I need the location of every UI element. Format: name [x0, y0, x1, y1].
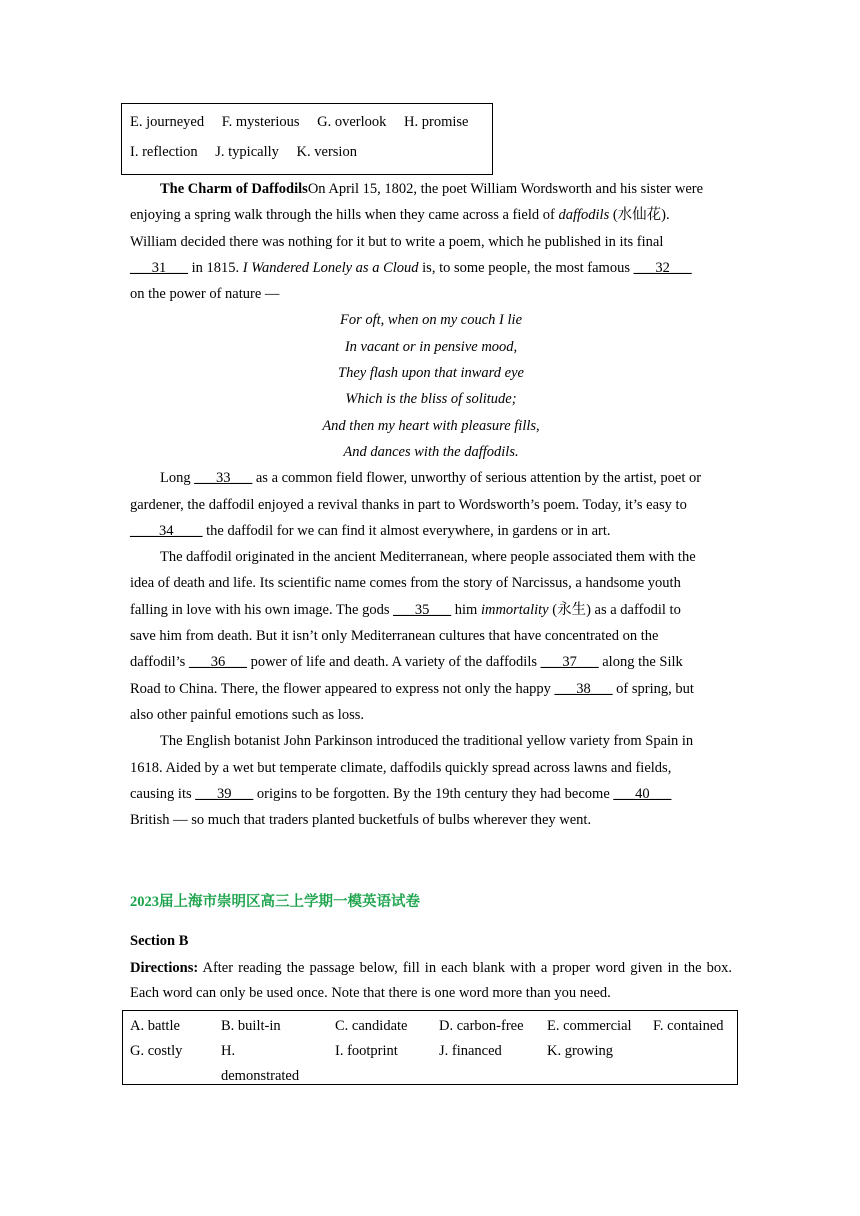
paragraph-line: British — so much that traders planted bucketfuls of bulbs wherever they went. — [130, 812, 592, 829]
blank-32[interactable]: ___32___ — [633, 259, 692, 276]
word-bank-box-b — [122, 1010, 738, 1085]
article-passage — [130, 176, 732, 833]
paragraph-line: Long ___33___ as a common field flower, unworthy of serious attention by the artist, poet or — [160, 470, 702, 487]
word-bank-row — [130, 114, 468, 131]
blank-36[interactable]: ___36___ — [188, 654, 247, 671]
word-option: J. typically — [215, 144, 279, 160]
paragraph-line: ____34____ the daffodil for we can find it almost everywhere, in gardens or in art. — [130, 522, 611, 539]
paragraph-line: ___31___ in 1815. I Wandered Lonely as a Cloud is, to some people, the most famous ___32___ — [130, 259, 692, 276]
blank-38[interactable]: ___38___ — [554, 680, 613, 697]
word-option: B. built-in — [221, 1018, 281, 1034]
word-option: E. commercial — [547, 1018, 632, 1034]
exam-heading: 2023届上海市崇明区高三上学期一模英语试卷 — [130, 894, 420, 910]
word-option: F. contained — [653, 1018, 724, 1034]
word-option: I. reflection — [130, 144, 198, 160]
word-option: G. overlook — [317, 114, 387, 130]
blank-31[interactable]: ___31___ — [130, 259, 188, 276]
paragraph-line: causing its ___39___ origins to be forgotten. By the 19th century they had become ___40___ — [130, 785, 672, 802]
blank-40[interactable]: ___40___ — [613, 785, 672, 802]
blank-35[interactable]: ___35___ — [393, 601, 452, 618]
paragraph-line: save him from death. But it isn’t only Mediterranean cultures that have concentrated on the — [130, 628, 659, 645]
paragraph-line: falling in love with his own image. The gods ___35___ him immortality (永生) as a daffodil to — [130, 601, 681, 618]
poem-line: They flash upon that inward eye — [338, 365, 524, 382]
blank-34[interactable]: ____34____ — [130, 522, 203, 539]
word-option: F. mysterious — [221, 114, 300, 130]
poem-line: And then my heart with pleasure fills, — [322, 417, 540, 434]
word-option: J. financed — [439, 1043, 502, 1059]
paragraph-line: The English botanist John Parkinson introduced the traditional yellow variety from Spain in — [160, 733, 694, 750]
paragraph-line: also other painful emotions such as loss. — [130, 706, 364, 723]
poem-line: Which is the bliss of solitude; — [345, 391, 517, 408]
poem-line: In vacant or in pensive mood, — [344, 338, 518, 355]
blank-37[interactable]: ___37___ — [540, 654, 599, 671]
paragraph-line: The Charm of DaffodilsOn April 15, 1802, the poet William Wordsworth and his sister were — [160, 181, 704, 197]
poem-line: And dances with the daffodils. — [343, 443, 519, 460]
word-option: demonstrated — [221, 1068, 300, 1084]
paragraph-line: The daffodil originated in the ancient Mediterranean, where people associated them with the — [160, 549, 696, 566]
paragraph-line: William decided there was nothing for it but to write a poem, which he published in its final — [130, 233, 664, 250]
paragraph-line: idea of death and life. Its scientific name comes from the story of Narcissus, a handsome youth — [130, 575, 681, 592]
blank-39[interactable]: ___39___ — [195, 785, 254, 802]
paragraph-line: daffodil’s ___36___ power of life and death. A variety of the daffodils ___37___ along the Silk — [130, 654, 683, 671]
word-bank-box — [121, 103, 493, 175]
word-option: D. carbon-free — [439, 1018, 524, 1034]
word-bank-row — [130, 144, 371, 161]
paragraph-line: 1618. Aided by a wet but temperate climate, daffodils quickly spread across lawns and fields, — [130, 759, 672, 776]
blank-33[interactable]: ___33___ — [194, 470, 253, 487]
word-option: C. candidate — [335, 1018, 408, 1034]
word-option: E. journeyed — [130, 114, 205, 130]
word-option: H. — [221, 1043, 236, 1059]
word-option: H. promise — [404, 114, 469, 130]
word-option: A. battle — [130, 1018, 180, 1034]
section-title: Section B — [130, 933, 189, 949]
poem-line: For oft, when on my couch I lie — [339, 312, 522, 329]
word-option: K. version — [296, 144, 357, 160]
paragraph-line: gardener, the daffodil enjoyed a revival thanks in part to Wordsworth’s poem. Today, it’s easy to — [130, 496, 687, 513]
word-option: G. costly — [130, 1043, 183, 1059]
word-option: K. growing — [547, 1043, 614, 1059]
directions-text: Directions: After reading the passage below, fill in each blank with a proper word given in the box. Each word can only be used once. Note that there is one word more than you need. — [130, 960, 732, 1001]
article-title: The Charm of Daffodils — [160, 181, 308, 197]
paragraph-line: on the power of nature — — [130, 286, 280, 303]
paragraph-line: enjoying a spring walk through the hills when they came across a field of daffodils (水仙花). — [130, 207, 670, 224]
directions-label: Directions: — [130, 960, 199, 976]
word-option: I. footprint — [335, 1043, 398, 1059]
paragraph-line: Road to China. There, the flower appeared to express not only the happy ___38___ of spring, but — [130, 680, 694, 697]
